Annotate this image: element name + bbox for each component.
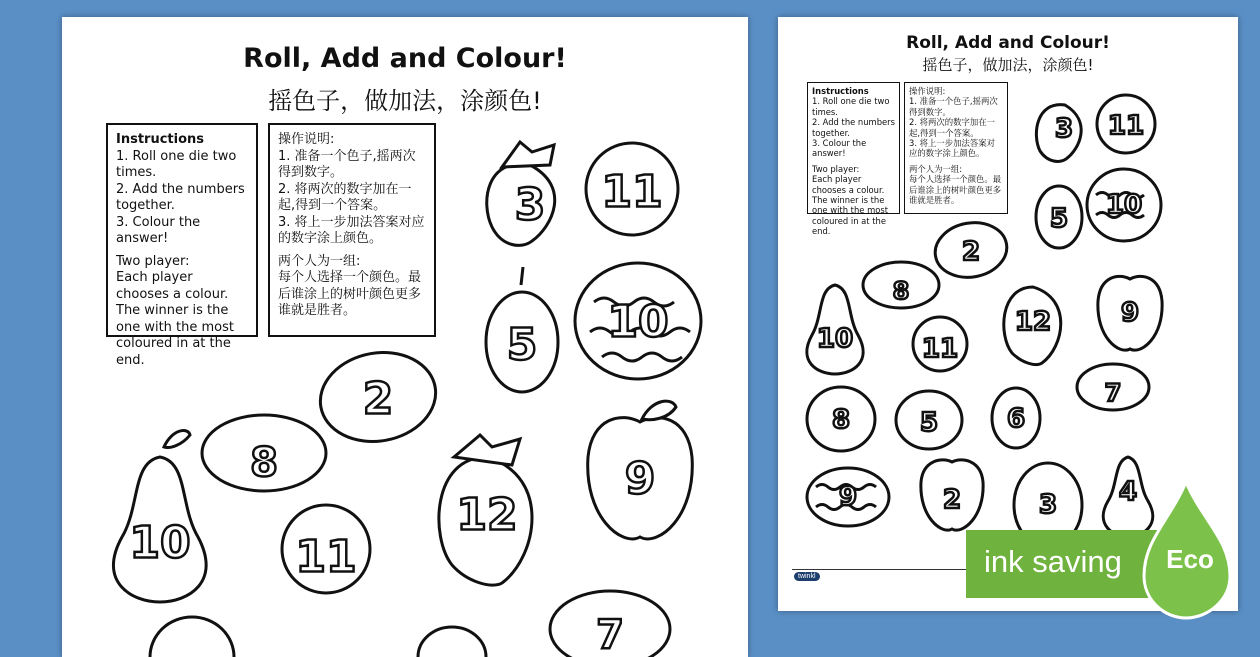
fruit-number: 8 — [250, 440, 278, 486]
two-player-heading: Two player: — [812, 163, 860, 174]
fruit-number: 11 — [921, 334, 959, 364]
watermelon-icon — [807, 468, 889, 526]
two-player-text-zh: 每个人选择一个颜色。最后谁涂上的树叶颜色更多谁就是胜者。 — [278, 270, 422, 318]
worksheet-subtitle: 摇色子，做加法，涂颜色! — [268, 87, 542, 115]
instruction-step-zh: 1. 准备一个色子,摇两次得到数字。 — [909, 96, 998, 117]
instruction-step-zh: 3. 将上一步加法答案对应的数字涂上颜色。 — [278, 214, 425, 246]
two-player-text: Each player chooses a colour. The winner is the one with the most coloured in at the end. — [812, 174, 889, 237]
instructions-heading-zh: 操作说明: — [909, 86, 946, 96]
watermelon-icon — [575, 263, 701, 379]
fruit-number: 2 — [961, 237, 981, 267]
worksheet-preview-large — [62, 17, 748, 657]
fruit-number: 6 — [1006, 404, 1026, 434]
plum-icon — [486, 267, 558, 392]
fruit-number: 2 — [942, 485, 962, 515]
tangerine-icon — [550, 591, 670, 657]
fruit-number: 5 — [1049, 204, 1069, 234]
mango-icon — [313, 344, 443, 451]
plum-icon — [418, 627, 486, 657]
instruction-step: 2. Add the numbers together. — [116, 181, 245, 213]
pear-icon — [113, 431, 206, 602]
strawberry-icon — [1036, 105, 1081, 162]
fruit-number: 8 — [831, 405, 851, 435]
orange-icon — [913, 317, 967, 371]
eco-label: Eco — [1166, 544, 1214, 574]
instructions-heading-zh: 操作说明: — [278, 132, 335, 147]
fruit-number: 9 — [624, 453, 656, 505]
plum-icon — [1036, 186, 1082, 248]
orange-icon — [282, 505, 370, 593]
fruit-number: 9 — [1120, 298, 1140, 328]
orange-icon — [586, 143, 678, 235]
fruit-number: 5 — [506, 319, 538, 371]
instruction-step: 1. Roll one die two times. — [812, 96, 890, 117]
fruit-number: 3 — [1054, 114, 1074, 144]
fruit-number: 10 — [816, 324, 854, 354]
ink-saving-text: ink saving — [984, 544, 1122, 579]
instruction-step: 3. Colour the answer! — [812, 138, 867, 159]
instruction-step: 3. Colour the answer! — [116, 214, 201, 246]
strawberry-icon — [439, 435, 532, 585]
tomato-icon — [150, 617, 234, 657]
orange-icon — [1097, 95, 1155, 153]
worksheet-title: Roll, Add and Colour! — [906, 33, 1110, 53]
fruit-number: 3 — [1038, 490, 1058, 520]
apple-icon — [921, 460, 983, 530]
fruit-number: 10 — [1105, 190, 1143, 220]
instruction-step-zh: 1. 准备一个色子,摇两次得到数字。 — [278, 148, 416, 180]
apple-icon — [588, 401, 693, 539]
fruit-number: 10 — [607, 296, 669, 348]
strawberry-icon — [1004, 287, 1061, 365]
instruction-step-zh: 2. 将两次的数字加在一起,得到一个答案。 — [278, 181, 412, 213]
fruit-number: 11 — [1107, 111, 1145, 141]
fruit-number: 11 — [601, 166, 663, 218]
fruit-number: 9 — [838, 482, 858, 512]
instruction-step: 2. Add the numbers together. — [812, 117, 895, 138]
pear-icon — [807, 285, 863, 374]
fruit-number: 7 — [1104, 379, 1122, 407]
fruit-number: 4 — [1118, 477, 1138, 507]
fruit-number: 11 — [295, 531, 357, 583]
worksheet-title: Roll, Add and Colour! — [243, 43, 567, 74]
two-player-heading-zh: 两个人为一组: — [278, 253, 361, 269]
tomato-icon — [807, 387, 875, 451]
fruit-number: 10 — [129, 517, 191, 569]
strawberry-icon — [487, 142, 555, 245]
fruit-number: 5 — [919, 408, 939, 438]
two-player-text-zh: 每个人选择一个颜色。最后谁涂上的树叶颜色更多谁就是胜者。 — [909, 174, 1002, 206]
apple-icon — [1098, 276, 1162, 350]
fruit-illustrations-large — [62, 17, 748, 657]
two-player-heading-zh: 两个人为一组: — [909, 163, 963, 174]
fruit-number: 12 — [1014, 307, 1052, 337]
instruction-step-zh: 2. 将两次的数字加在一起,得到一个答案。 — [909, 117, 996, 138]
fruit-number: 2 — [362, 373, 394, 425]
plum-icon — [992, 388, 1040, 448]
two-player-heading: Two player: — [116, 253, 190, 269]
tangerine-icon — [896, 391, 962, 449]
fruit-number: 7 — [596, 612, 624, 657]
instructions-heading: Instructions — [812, 86, 869, 96]
instruction-step: 1. Roll one die two times. — [116, 148, 237, 180]
fruit-number: 3 — [514, 179, 546, 231]
tangerine-icon — [202, 415, 326, 491]
instructions-heading: Instructions — [116, 132, 205, 147]
fruit-number: 12 — [456, 489, 518, 541]
mango-icon — [931, 217, 1011, 283]
tangerine-icon — [1077, 364, 1149, 410]
two-player-text: Each player chooses a colour. The winner is the one with the most coloured in at the end. — [116, 270, 234, 368]
tangerine-icon — [863, 262, 939, 308]
twinkl-logo: twinkl — [794, 572, 820, 581]
watermelon-icon — [1087, 169, 1161, 241]
worksheet-subtitle: 摇色子，做加法，涂颜色! — [922, 56, 1094, 74]
fruit-number: 8 — [892, 277, 910, 305]
instruction-step-zh: 3. 将上一步加法答案对应的数字涂上颜色。 — [909, 138, 996, 159]
